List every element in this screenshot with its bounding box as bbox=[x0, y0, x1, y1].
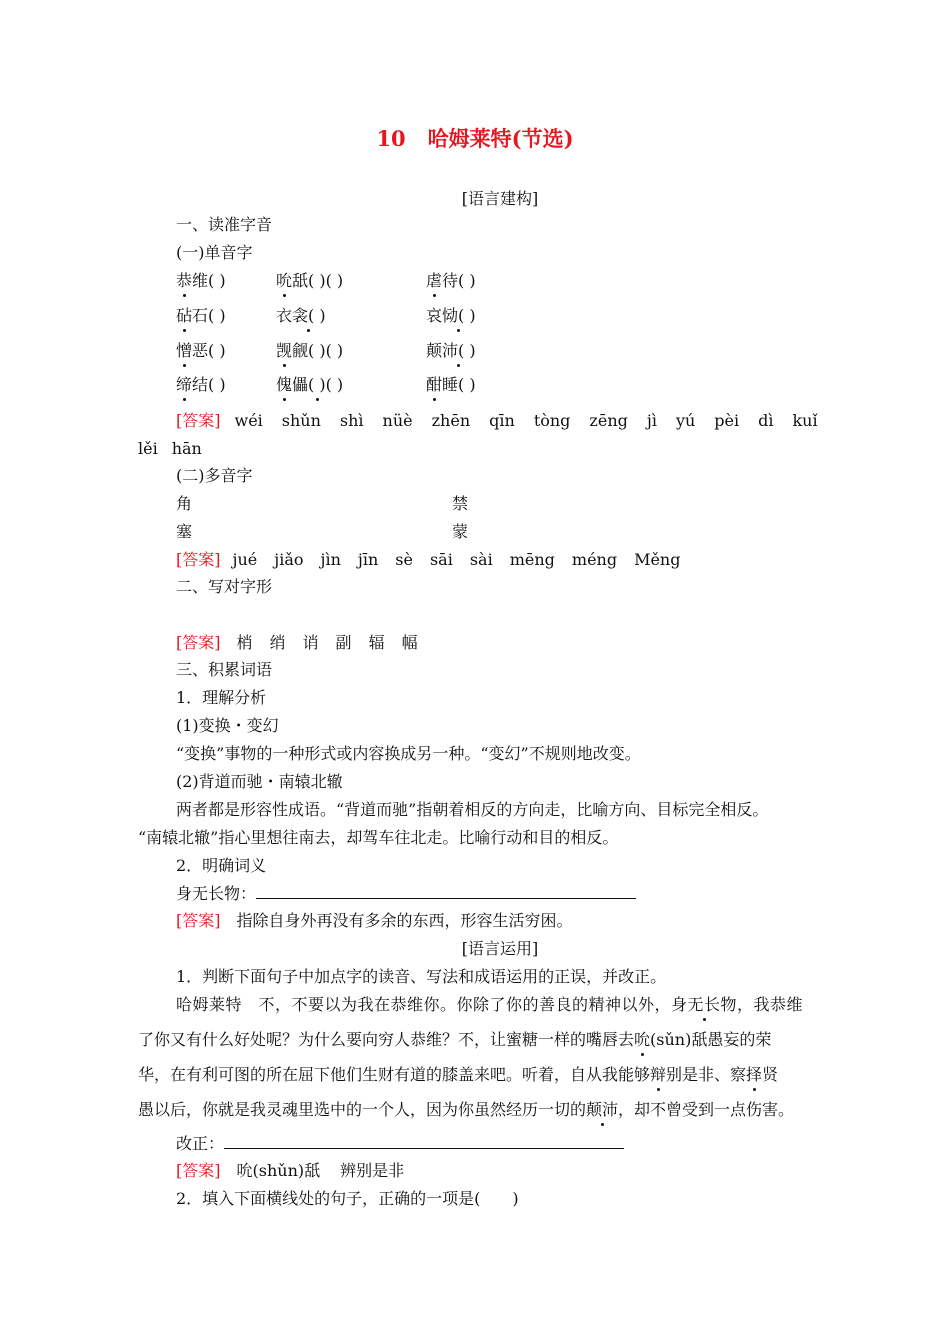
pair-2-text: 两者都是形容性成语。“背道而驰”指朝着相反的方向走，比喻方向、目标完全相反。 bbox=[176, 800, 769, 819]
section-language-build: [语言建构] bbox=[461, 189, 539, 208]
pair-2-text-cont: “南辕北辙”指心里想往南去，却驾车往北走。比喻行动和目的相反。 bbox=[138, 828, 619, 847]
pair-2: (2)背道而驰・南辕北辙 bbox=[176, 772, 343, 791]
answer-word-form: [答案] 梢 绡 诮 副 辐 幅 bbox=[176, 633, 418, 652]
section-language-use: [语言运用] bbox=[461, 939, 539, 958]
question-2: 2．填入下面横线处的句子，正确的一项是( ) bbox=[176, 1189, 519, 1208]
correction-line: 改正： bbox=[176, 1133, 624, 1155]
meaning-question: 身无长物： bbox=[176, 883, 636, 905]
heading-pronunciation: 一、读准字音 bbox=[176, 215, 273, 234]
meaning-answer: [答案] 指除自身外再没有多余的东西，形容生活穷困。 bbox=[176, 911, 573, 930]
answer-pinyin-1-cont: lěi hān bbox=[138, 439, 202, 458]
answer-pinyin-1: [答案] wéi shǔn shì nüè zhēn qīn tòng zēng jì yú pèi dì kuǐ bbox=[176, 411, 818, 430]
answer-blank[interactable] bbox=[256, 883, 636, 899]
passage-line: 愚以后，你就是我灵魂里选中的一个人，因为你虽然经历一切的颠沛，却不曾受到一点伤害。 bbox=[138, 1100, 795, 1119]
passage-line: 华，在有利可图的所在屈下他们生财有道的膝盖来吧。听着，自从我能够辩别是非、察择贤 bbox=[138, 1065, 779, 1084]
passage-line: 了你又有什么好处呢？为什么要向穷人恭维？不，让蜜糖一样的嘴唇去吮(sǔn)舐愚妄的荣 bbox=[138, 1030, 772, 1049]
heading-single-sound: (一)单音字 bbox=[176, 243, 253, 262]
poly-char: 塞 bbox=[176, 522, 193, 541]
page-title: 10 哈姆莱特(节选) bbox=[376, 126, 574, 151]
heading-vocabulary: 三、积累词语 bbox=[176, 660, 273, 679]
poly-char: 禁 bbox=[452, 494, 469, 513]
item-understand: 1．理解分析 bbox=[176, 688, 267, 707]
passage-line: 哈姆莱特 不，不要以为我在恭维你。你除了你的善良的精神以外，身无长物，我恭维 bbox=[176, 995, 804, 1014]
correction-answer: [答案] 吮(shǔn)舐 辨别是非 bbox=[176, 1161, 405, 1180]
answer-pinyin-2: [答案] jué jiǎo jìn jīn sè sāi sài mēng méng Měng bbox=[176, 550, 681, 569]
pair-1: (1)变换・变幻 bbox=[176, 716, 279, 735]
pair-1-text: “变换”事物的一种形式或内容换成另一种。“变幻”不规则地改变。 bbox=[176, 744, 641, 763]
question-1: 1．判断下面句子中加点字的读音、写法和成语运用的正误，并改正。 bbox=[176, 967, 667, 986]
poly-char: 角 bbox=[176, 494, 193, 513]
item-meaning: 2．明确词义 bbox=[176, 856, 267, 875]
poly-char: 蒙 bbox=[452, 522, 469, 541]
correction-blank[interactable] bbox=[224, 1133, 624, 1149]
heading-multi-sound: (二)多音字 bbox=[176, 466, 253, 485]
heading-word-form: 二、写对字形 bbox=[176, 577, 273, 596]
